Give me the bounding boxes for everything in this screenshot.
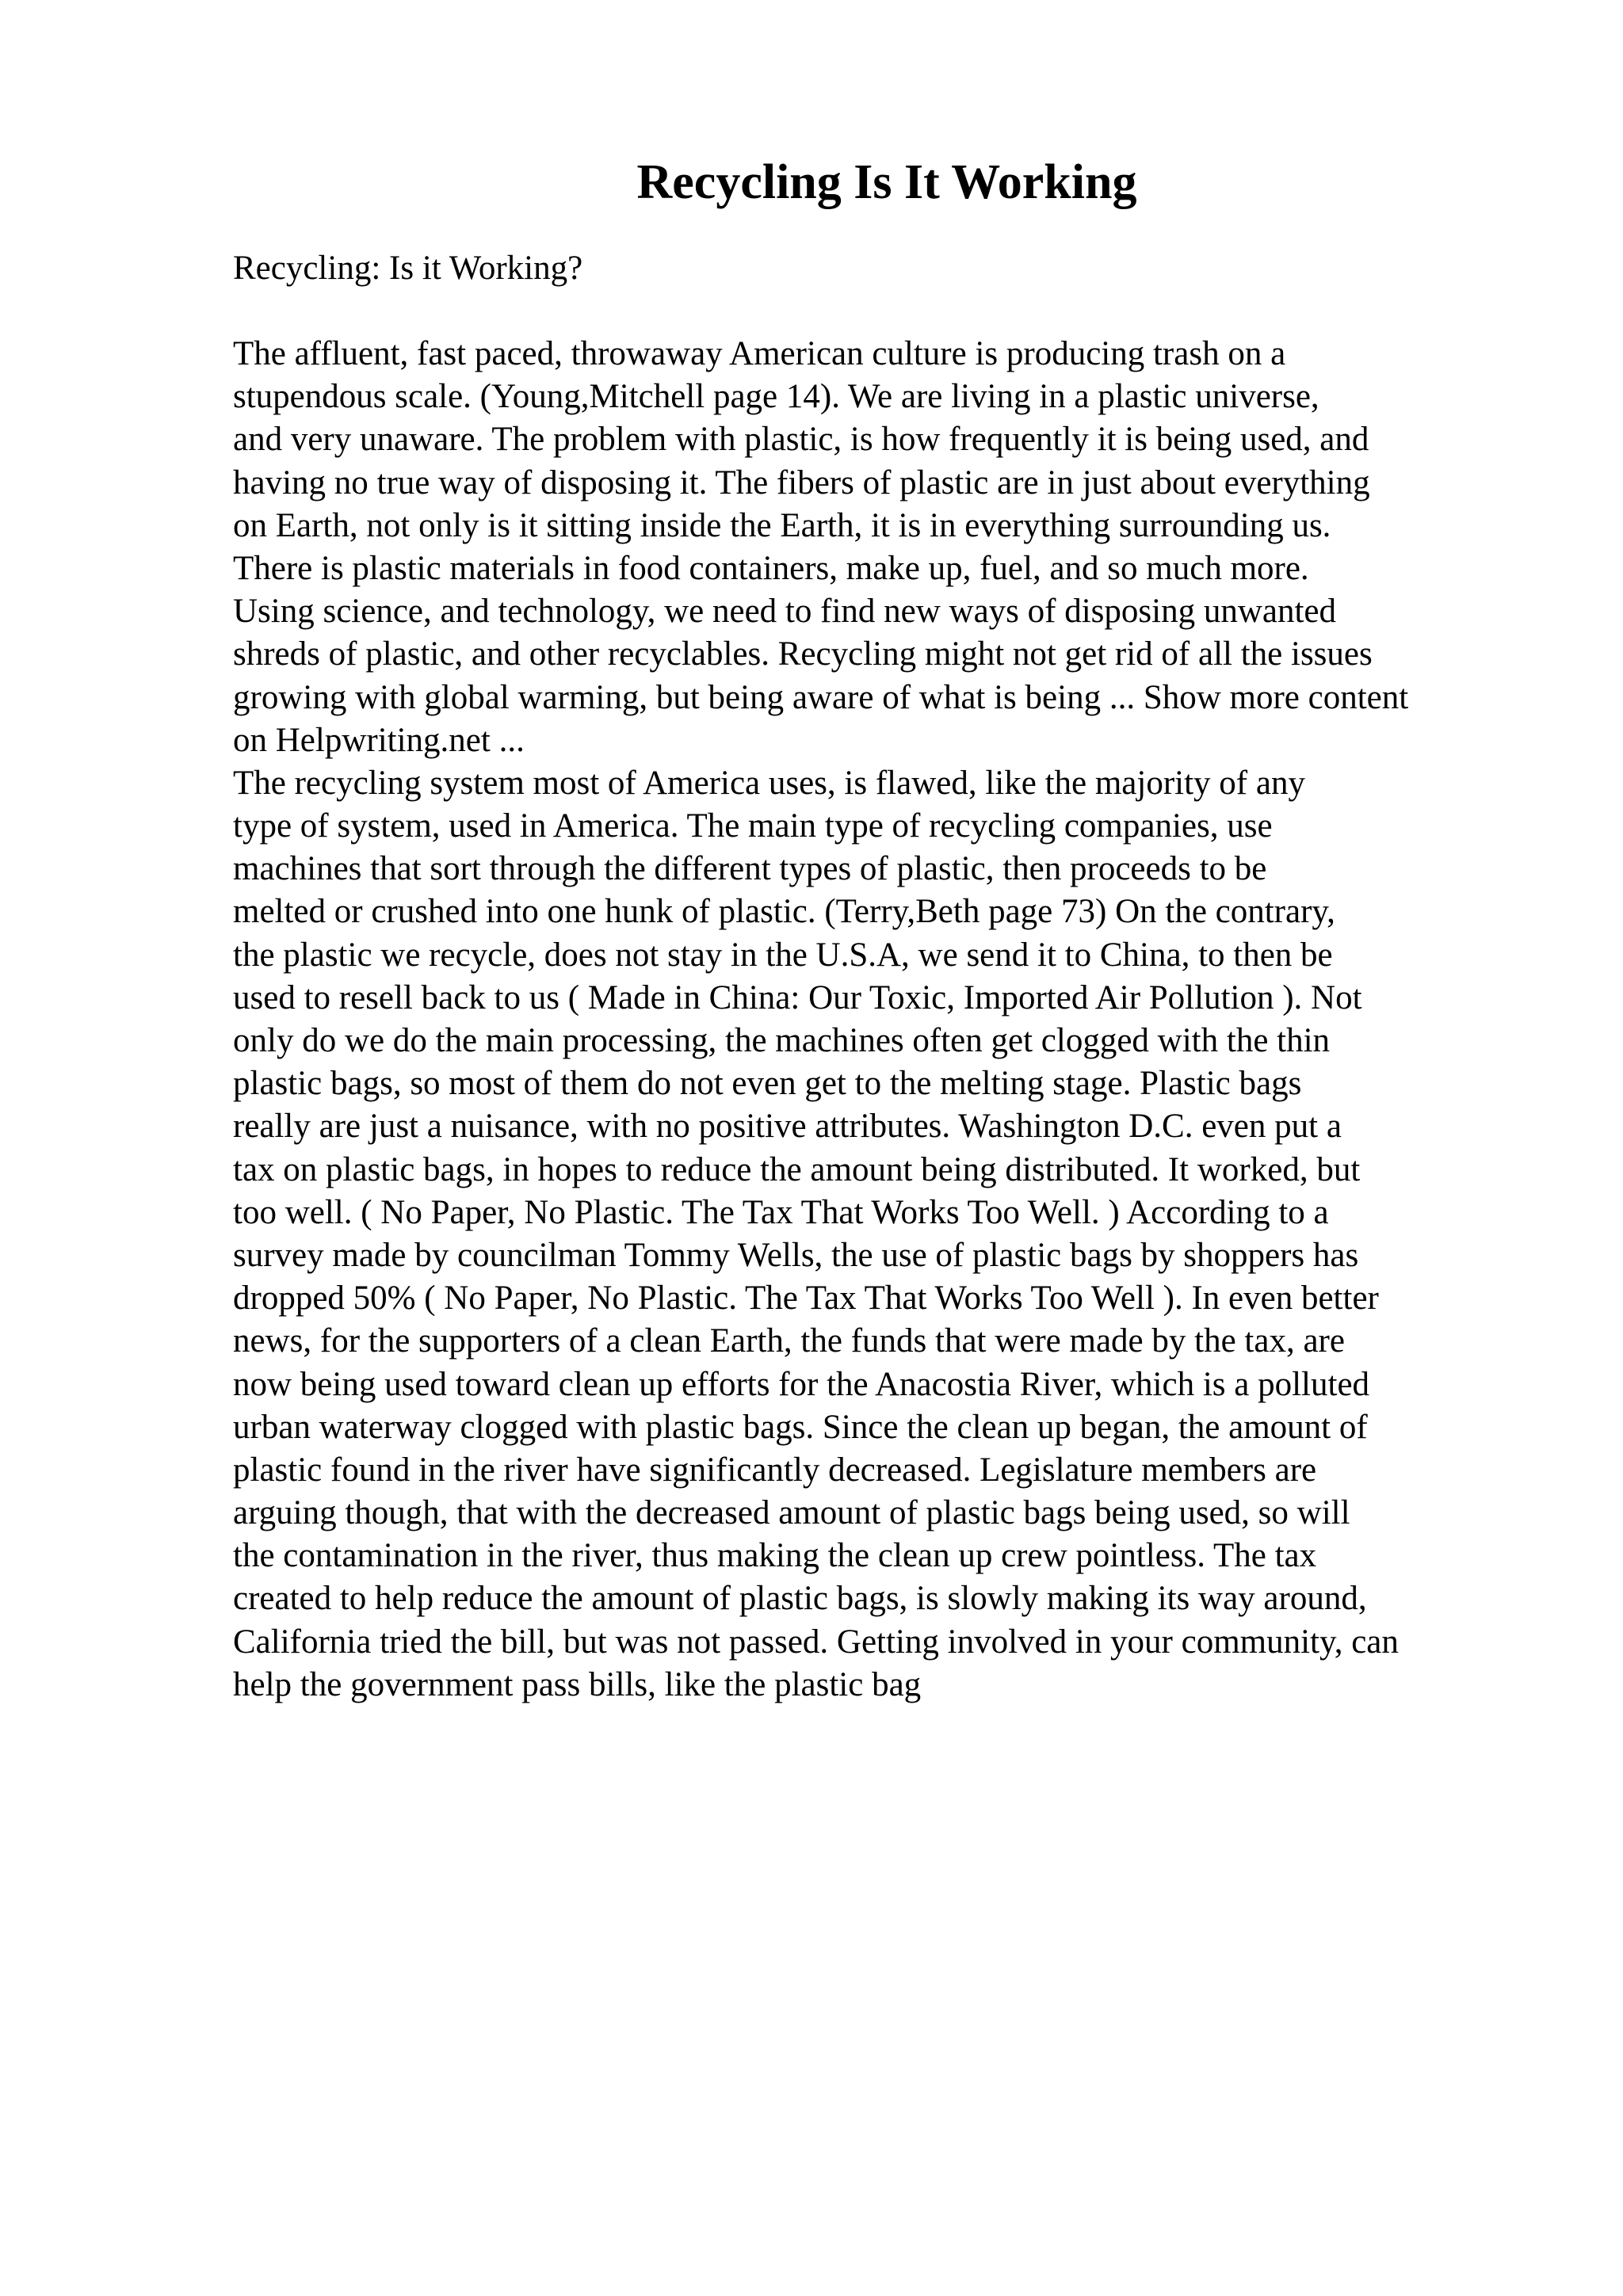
text-line: urban waterway clogged with plastic bags. Since the clean up began, the amount of <box>233 1408 1368 1446</box>
text-line: and very unaware. The problem with plastic, is how frequently it is being used, and <box>233 421 1369 459</box>
text-line: survey made by councilman Tommy Wells, the use of plastic bags by shoppers has <box>233 1236 1359 1274</box>
text-line: melted or crushed into one hunk of plastic. (Terry,Beth page 73) On the contrary, <box>233 893 1335 931</box>
text-line: help the government pass bills, like the plastic bag <box>233 1665 922 1703</box>
text-line: on Helpwriting.net ... <box>233 721 525 759</box>
document-subtitle: Recycling: Is it Working? <box>233 250 583 287</box>
text-line: the plastic we recycle, does not stay in the U.S.A, we send it to China, to then be <box>233 936 1333 974</box>
text-line: having no true way of disposing it. The fibers of plastic are in just about everything <box>233 463 1370 502</box>
text-line: the contamination in the river, thus making the clean up crew pointless. The tax <box>233 1537 1317 1575</box>
text-line: tax on plastic bags, in hopes to reduce the amount being distributed. It worked, but <box>233 1150 1361 1188</box>
text-line: on Earth, not only is it sitting inside the Earth, it is in everything surrounding us. <box>233 506 1331 544</box>
text-line: shreds of plastic, and other recyclables. Recycling might not get rid of all the issues <box>233 635 1373 673</box>
document-body <box>233 333 1596 1707</box>
text-line: The recycling system most of America uses, is flawed, like the majority of any <box>233 764 1305 802</box>
text-line: really are just a nuisance, with no positive attributes. Washington D.C. even put a <box>233 1108 1342 1146</box>
paragraph-2 <box>233 762 1596 1707</box>
text-line: news, for the supporters of a clean Earth, the funds that were made by the tax, are <box>233 1322 1345 1360</box>
document-title: Recycling Is It Working <box>636 155 1137 209</box>
text-line: stupendous scale. (Young,Mitchell page 14). We are living in a plastic universe, <box>233 378 1319 416</box>
text-line: machines that sort through the different types of plastic, then proceeds to be <box>233 850 1267 888</box>
text-line: too well. ( No Paper, No Plastic. The Tax That Works Too Well. ) According to a <box>233 1193 1329 1231</box>
text-line: type of system, used in America. The main type of recycling companies, use <box>233 807 1273 845</box>
text-line: Using science, and technology, we need to find new ways of disposing unwanted <box>233 593 1336 631</box>
text-line: growing with global warming, but being aware of what is being ... Show more content <box>233 678 1409 716</box>
paragraph-1 <box>233 333 1596 762</box>
text-line: only do we do the main processing, the machines often get clogged with the thin <box>233 1022 1331 1059</box>
text-line: created to help reduce the amount of plastic bags, is slowly making its way around, <box>233 1580 1367 1618</box>
text-line: plastic found in the river have significantly decreased. Legislature members are <box>233 1451 1317 1489</box>
text-line: now being used toward clean up efforts for the Anacostia River, which is a polluted <box>233 1365 1370 1403</box>
text-line: California tried the bill, but was not passed. Getting involved in your community, can <box>233 1623 1399 1661</box>
text-line: dropped 50% ( No Paper, No Plastic. The Tax That Works Too Well ). In even better <box>233 1280 1379 1318</box>
text-line: The affluent, fast paced, throwaway American culture is producing trash on a <box>233 335 1286 372</box>
text-line: arguing though, that with the decreased amount of plastic bags being used, so will <box>233 1494 1350 1532</box>
text-line: used to resell back to us ( Made in China: Our Toxic, Imported Air Pollution ). Not <box>233 978 1362 1016</box>
text-line: There is plastic materials in food containers, make up, fuel, and so much more. <box>233 549 1309 587</box>
text-line: plastic bags, so most of them do not even get to the melting stage. Plastic bags <box>233 1065 1302 1103</box>
